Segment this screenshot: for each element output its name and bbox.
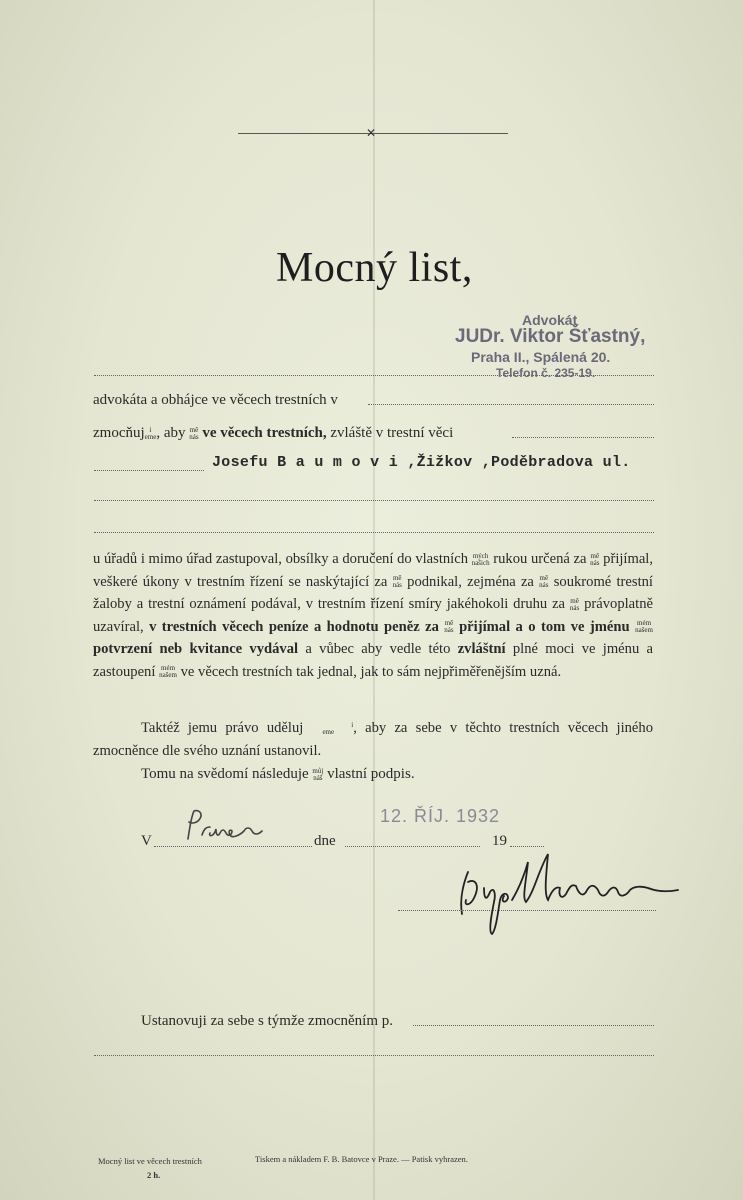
- stamp-name: JUDr. Viktor Šťastný,: [455, 326, 646, 347]
- ustanovuji-blank-2: [94, 1055, 654, 1056]
- footer-printer: Tiskem a nákladem F. B. Batovce v Praze. — Patisk vyhrazen.: [255, 1154, 468, 1164]
- ustanovuji-text: Ustanovuji za sebe s týmže zmocněním p.: [141, 1013, 394, 1029]
- place-label: V: [141, 833, 152, 849]
- paragraph-third: Tomu na svědomí následuje můj náš vlastní podpis.: [141, 766, 415, 782]
- zmocnuj-text: zmocňuj: [93, 425, 145, 441]
- zmocnuj-line: zmocňuj i eme, aby mě nás ve věcech trestních, zvláště v trestní věci: [93, 425, 454, 441]
- stamp-address: Praha II., Spálená 20.: [471, 349, 611, 365]
- zmocnuj-blank: [512, 437, 654, 438]
- ustanovuji-blank: [413, 1025, 654, 1026]
- case-blank-lead: [94, 470, 204, 471]
- zmocnuj-pronoun: mě nás: [189, 425, 199, 441]
- zmocnuj-suffix: i eme: [144, 425, 157, 441]
- advokata-text: advokáta a obhájce ve věcech trestních v: [93, 392, 338, 408]
- date-label: dne: [314, 833, 336, 849]
- blank-line-1: [94, 375, 654, 376]
- case-blank-line: [94, 500, 654, 501]
- place-handwritten: [180, 805, 270, 850]
- year-label: 19: [492, 833, 507, 849]
- paragraph-main: u úřadů i mimo úřad zastupoval, obsílky a doručení do vlastních mých našich rukou určená za mě nás přijímal, veškeré úkony v trestním řízení se naskýtající za mě nás podnikal, zejména za mě nás soukromé trestní žaloby a trestní oznámení podával, v trestním řízení smíry jakéhokoli druhu za mě nás právoplatně uzavíral, v trestních věcech peníze a hodnotu peněz za mě nás přijímal a o tom ve jménu mém našem potvrzení neb kvitance vydával a vůbec aby vedle této zvláštní plné moci ve jménu a zastoupení mém našem ve věcech trestních tak jednal, jak to sám nejpřiměřenějším uzná.: [93, 551, 654, 680]
- date-stamp: 12. ŘÍJ. 1932: [380, 806, 501, 826]
- signature: [448, 842, 688, 947]
- ornament-glyph: ✕: [366, 126, 377, 140]
- footer-form-number: 2 h.: [147, 1170, 161, 1180]
- stamp-advokat: Advokát: [522, 312, 578, 328]
- footer-form-name: Mocný list ve věcech trestních: [98, 1156, 202, 1166]
- signature-line: [398, 910, 656, 911]
- typed-case: Josefu B a u m o v i ,Žižkov ,Poděbradova ul.: [212, 454, 631, 471]
- advokata-blank: [368, 404, 654, 405]
- paragraph-second: Taktéž jemu právo uděluj i eme , aby za sebe v těchto trestních věcech jiného zmocněnce dle svého uznání ustanovil.: [93, 720, 653, 759]
- document-title: Mocný list,: [276, 245, 473, 291]
- stamp-phone: Telefon č. 235-19.: [496, 366, 596, 380]
- case-blank-line-2: [94, 532, 654, 533]
